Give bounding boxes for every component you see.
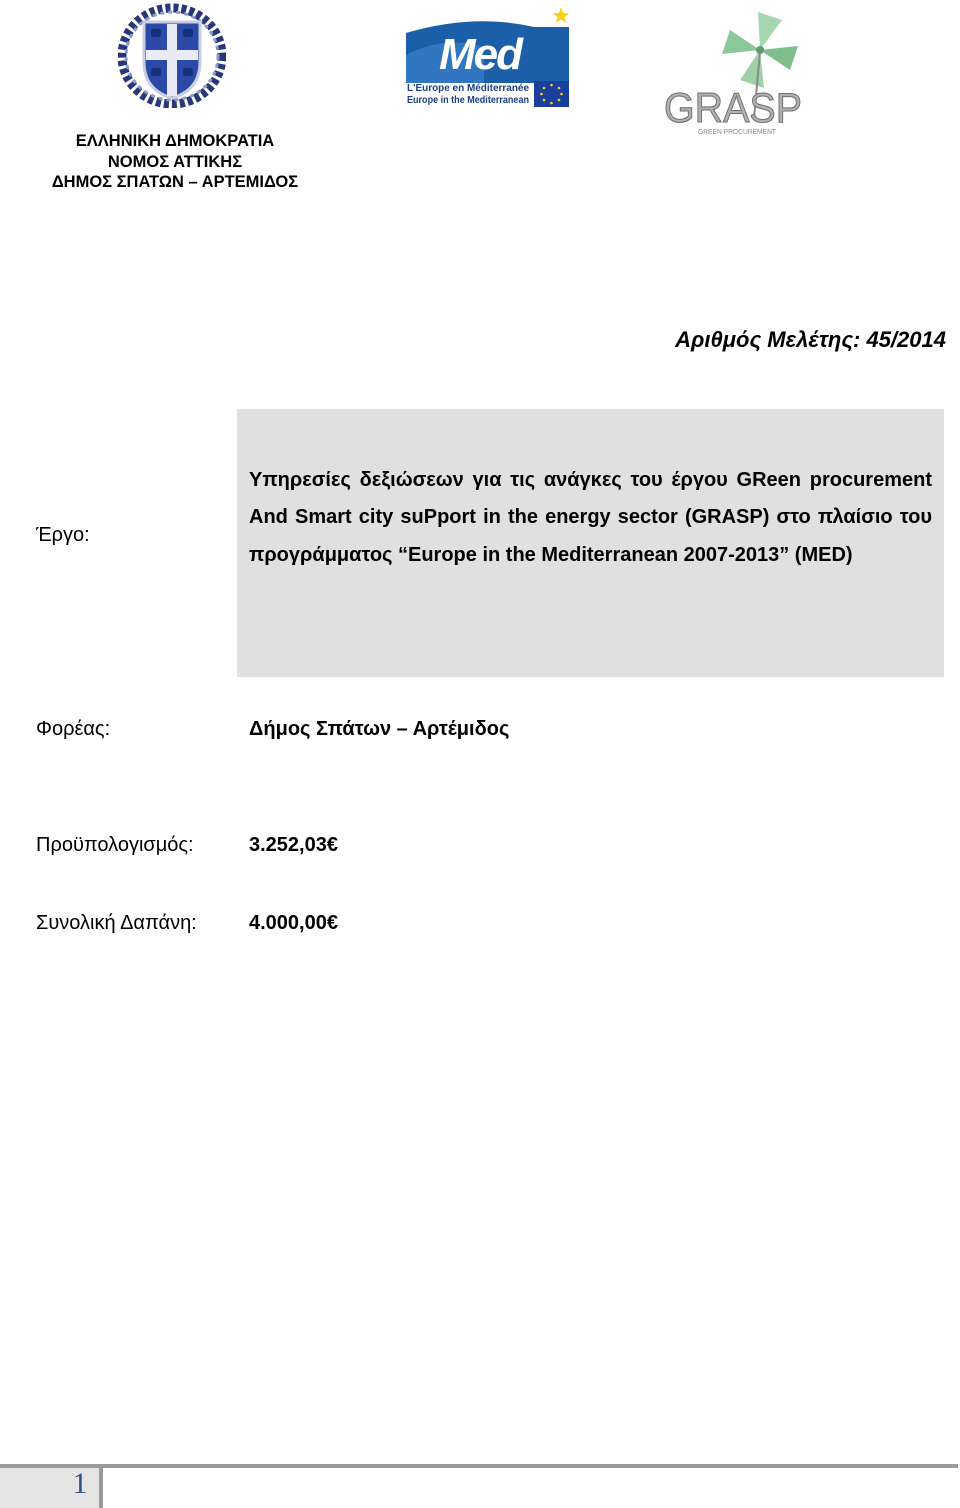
agency-label: Φορέας:	[36, 718, 111, 740]
med-programme-logo	[404, 5, 572, 109]
med-logo-line1: L'Europe en Méditerranée	[407, 82, 530, 94]
coat-of-arms-logo	[118, 2, 226, 108]
total-cost-label: Συνολική Δαπάνη:	[36, 912, 197, 934]
budget-value: 3.252,03€	[249, 834, 338, 856]
grasp-logo-tagline: GREEN PROCUREMENT	[698, 129, 777, 136]
authority-header	[30, 131, 320, 193]
page-number: 1	[72, 1467, 88, 1500]
budget-label: Προϋπολογισμός:	[36, 834, 194, 856]
authority-line-republic: ΕΛΛΗΝΙΚΗ ΔΗΜΟΚΡΑΤΙΑ	[75, 132, 275, 150]
project-description: Υπηρεσίες δεξιώσεων για τις ανάγκες του έργου GReen procurement And Smart city suPport in the energy sector (GRASP) στο πλαίσιο του προγράμματος “Europe in the Mediterranean 2007-2013” (MED)	[249, 469, 932, 566]
project-label: Έργο:	[36, 524, 90, 546]
footer-rule	[0, 1464, 958, 1468]
study-number: Αριθμός Μελέτης: 45/2014	[675, 327, 946, 352]
total-cost-value: 4.000,00€	[249, 912, 338, 934]
med-logo-line2: Europe in the Mediterranean	[407, 94, 529, 106]
grasp-logo-word: GRASP	[664, 84, 802, 131]
authority-line-municipality: ΔΗΜΟΣ ΣΠΑΤΩΝ – ΑΡΤΕΜΙΔΟΣ	[51, 173, 299, 191]
med-logo-word: Med	[439, 30, 521, 79]
grasp-logo	[662, 6, 846, 140]
agency-value: Δήμος Σπάτων – Αρτέμιδος	[249, 718, 510, 740]
authority-line-prefecture: ΝΟΜΟΣ ΑΤΤΙΚΗΣ	[107, 152, 243, 171]
